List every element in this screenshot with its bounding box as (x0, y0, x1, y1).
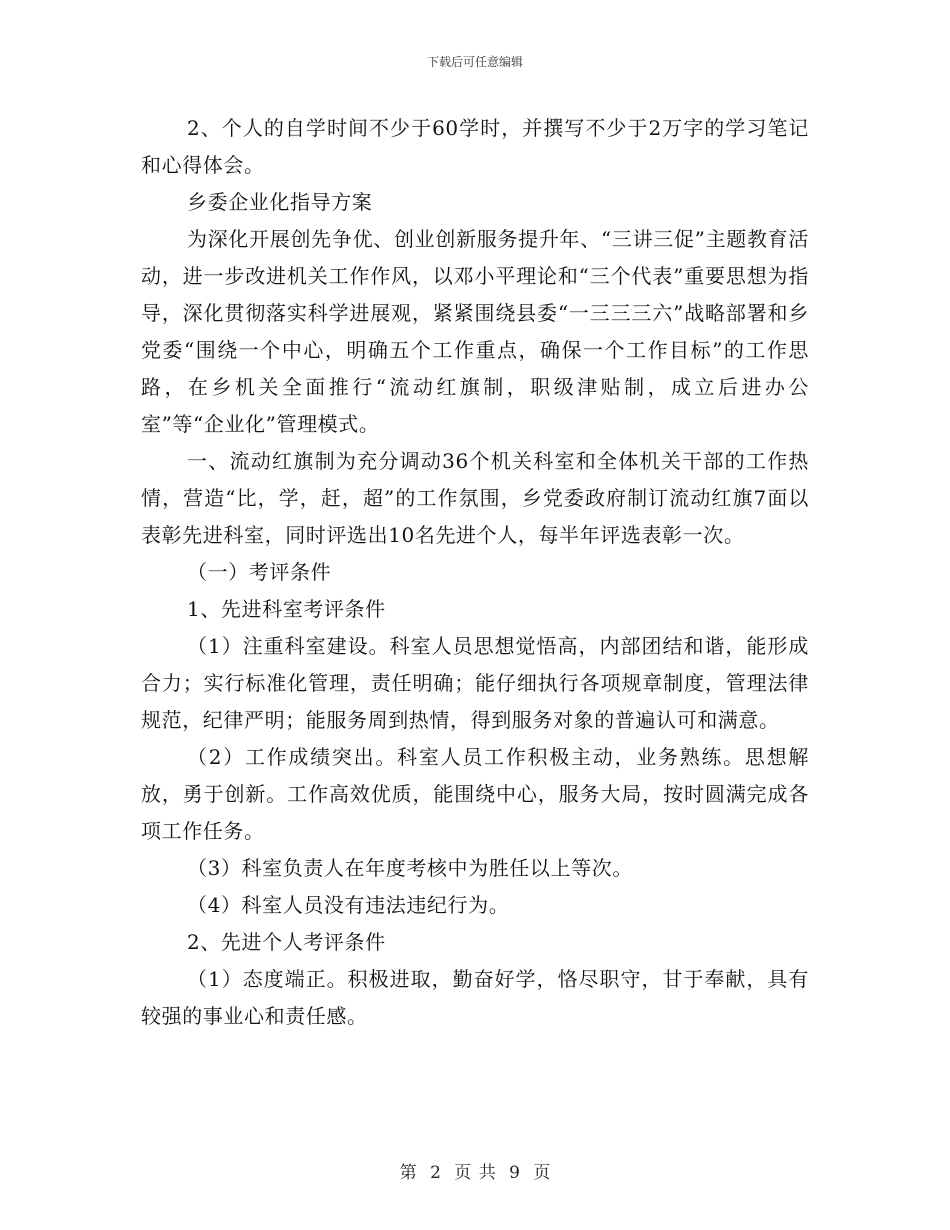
paragraph-office-condition-2: （2）工作成绩突出。科室人员工作积极主动，业务熟练。思想解放，勇于创新。工作高效优质，能围绕中心，服务大局，按时圆满完成各项工作任务。 (141, 745, 809, 843)
paragraph-red-flag-system: 一、流动红旗制为充分调动36个机关科室和全体机关干部的工作热情，营造“比，学，赶，超”的工作氛围，乡党委政府制订流动红旗7面以表彰先进科室，同时评选出10名先进个人，每半年评选表彰一次。 (141, 449, 809, 547)
current-page-number: 2 (430, 1163, 441, 1183)
page-footer (0, 1158, 950, 1183)
total-page-count: 9 (509, 1163, 520, 1183)
paragraph-office-condition-3: （3）科室负责人在年度考核中为胜任以上等次。 (187, 856, 633, 880)
heading-evaluation-conditions: （一）考评条件 (187, 560, 332, 584)
paragraph-office-condition-4: （4）科室人员没有违法违纪行为。 (187, 893, 510, 917)
document-body (141, 110, 809, 1035)
heading-advanced-individual: 2、先进个人考评条件 (187, 930, 386, 954)
footer-prefix: 第 (399, 1163, 417, 1183)
footer-middle: 页 共 (454, 1163, 496, 1183)
section-title: 乡委企业化指导方案 (187, 190, 373, 214)
heading-advanced-office: 1、先进科室考评条件 (187, 597, 386, 621)
paragraph-intro: 为深化开展创先争优、创业创新服务提升年、“三讲三促”主题教育活动，进一步改进机关工作作风，以邓小平理论和“三个代表”重要思想为指导，深化贯彻落实科学进展观，紧紧围绕县委“一三三三六”战略部署和乡党委“围绕一个中心，明确五个工作重点，确保一个工作目标”的工作思路，在乡机关全面推行“流动红旗制，职级津贴制，成立后进办公室”等“企业化”管理模式。 (141, 227, 809, 436)
paragraph-office-condition-1: （1）注重科室建设。科室人员思想觉悟高，内部团结和谐，能形成合力；实行标准化管理，责任明确；能仔细执行各项规章制度，管理法律规范，纪律严明；能服务周到热情，得到服务对象的普遍认可和满意。 (141, 634, 809, 732)
paragraph-study-hours: 2、个人的自学时间不少于60学时，并撰写不少于2万字的学习笔记和心得体会。 (141, 116, 809, 177)
footer-suffix: 页 (533, 1163, 551, 1183)
paragraph-individual-condition-1: （1）态度端正。积极进取，勤奋好学，恪尽职守，甘于奉献，具有较强的事业心和责任感。 (141, 967, 809, 1028)
page-header: 下载后可任意编辑 (426, 55, 523, 69)
